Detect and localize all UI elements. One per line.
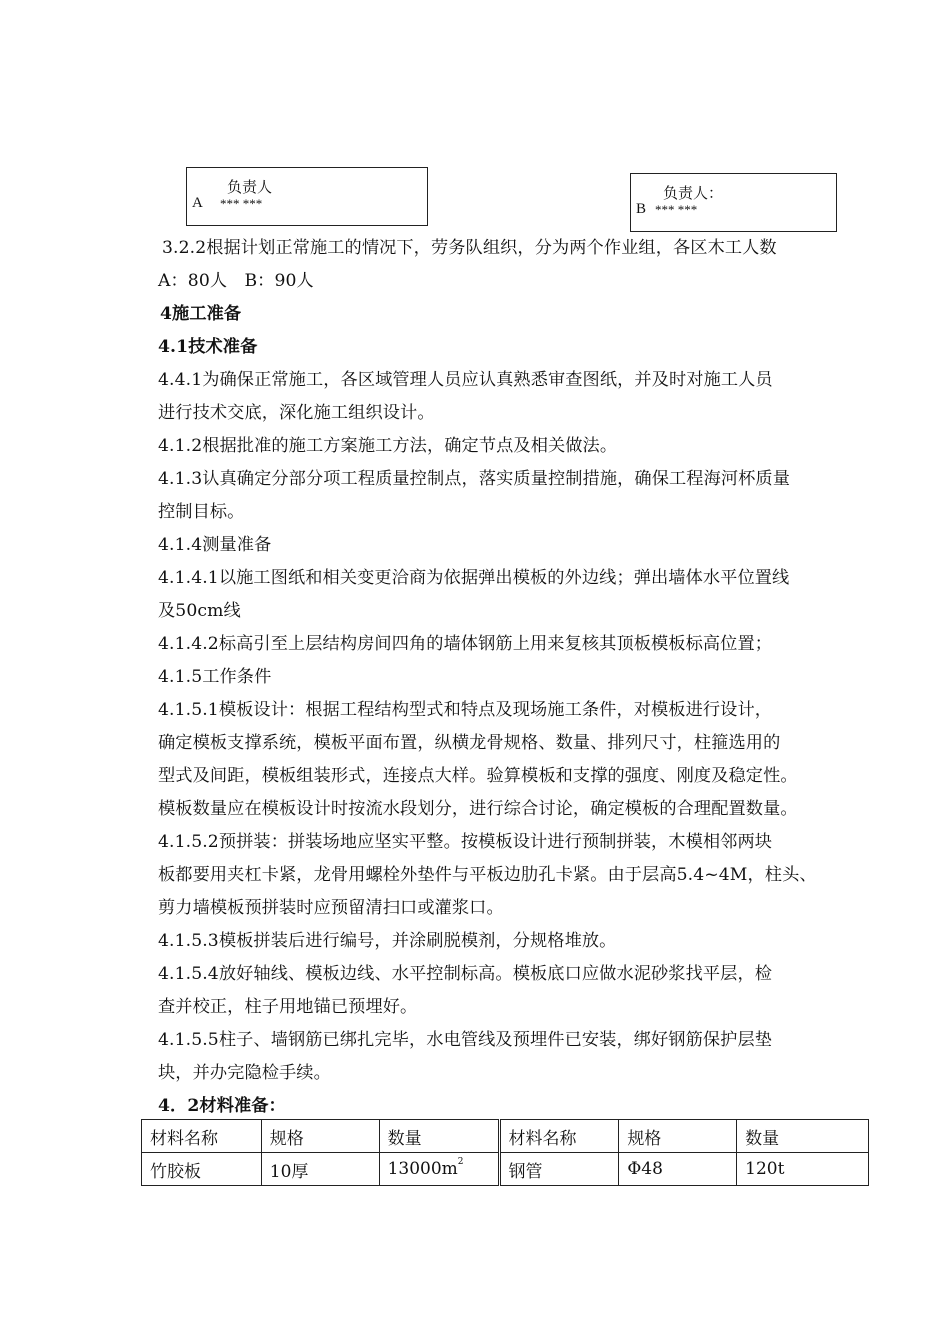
material-name-cell: 竹胶板 xyxy=(142,1153,262,1186)
text-line: 4.1.5.3模板拼装后进行编号，并涂刷脱模剂，分规格堆放。 xyxy=(158,931,617,951)
section-heading: 4．2材料准备： xyxy=(158,1096,286,1116)
table-row xyxy=(142,1153,869,1186)
text-line: 4.1.4测量准备 xyxy=(158,535,272,555)
text-line: 剪力墙模板预拼装时应预留清扫口或灌浆口。 xyxy=(158,898,504,918)
text-line: 控制目标。 xyxy=(158,502,245,522)
text-line: 4.1.3认真确定分部分项工程质量控制点，落实质量控制措施，确保工程海河杯质量 xyxy=(158,469,791,489)
text-line: 块，并办完隐检手续。 xyxy=(158,1063,331,1083)
text-line: 4.1.5.1模板设计：根据工程结构型式和特点及现场施工条件，对模板进行设计， xyxy=(158,700,773,720)
box-a-letter: A xyxy=(192,195,203,211)
box-a-title: 负责人 xyxy=(227,180,273,196)
text-line: 4.4.1为确保正常施工，各区域管理人员应认真熟悉审查图纸，并及时对施工人员 xyxy=(158,370,773,390)
responsible-box-b xyxy=(630,173,837,232)
responsible-box-a xyxy=(186,167,428,226)
material-qty-cell xyxy=(379,1153,499,1186)
header-cell: 数量 xyxy=(737,1120,869,1153)
text-line: 确定模板支撑系统，模板平面布置，纵横龙骨规格、数量、排列尺寸，柱箍选用的 xyxy=(158,733,781,753)
text-line: 及50cm线 xyxy=(158,601,241,621)
table-header-row xyxy=(142,1120,869,1153)
section-heading: 4施工准备 xyxy=(160,304,242,324)
text-line: 3.2.2根据计划正常施工的情况下，劳务队组织，分为两个作业组，各区木工人数 xyxy=(162,238,777,258)
header-cell: 数量 xyxy=(379,1120,499,1153)
qty-value: 13000m xyxy=(387,1159,458,1179)
material-qty-cell: 120t xyxy=(737,1153,869,1186)
text-line: 4.1.5工作条件 xyxy=(158,667,272,687)
header-cell: 规格 xyxy=(261,1120,379,1153)
text-line: 查并校正，柱子用地锚已预埋好。 xyxy=(158,997,418,1017)
text-line: 4.1.5.5柱子、墙钢筋已绑扎完毕，水电管线及预埋件已安装，绑好钢筋保护层垫 xyxy=(158,1030,773,1050)
box-b-title: 负责人： xyxy=(663,186,724,202)
box-b-letter: B xyxy=(636,201,647,217)
text-line: 型式及间距，模板组装形式，连接点大样。验算模板和支撑的强度、刚度及稳定性。 xyxy=(158,766,798,786)
text-line: 进行技术交底，深化施工组织设计。 xyxy=(158,403,435,423)
text-line: 4.1.4.2标高引至上层结构房间四角的墙体钢筋上用来复核其顶板模板标高位置； xyxy=(158,634,773,654)
text-line: 板都要用夹杠卡紧，龙骨用螺栓外垫件与平板边肋孔卡紧。由于层高5.4~4M，柱头、 xyxy=(158,865,817,885)
text-line: 4.1.5.2预拼装：拼装场地应坚实平整。按模板设计进行预制拼装，木模相邻两块 xyxy=(158,832,773,852)
text-line: 模板数量应在模板设计时按流水段划分，进行综合讨论，确定模板的合理配置数量。 xyxy=(158,799,798,819)
qty-superscript: 2 xyxy=(457,1157,464,1167)
material-name-cell: 钢管 xyxy=(499,1153,619,1186)
text-line: A：80人 B：90人 xyxy=(158,271,314,291)
box-a-names: *** *** xyxy=(220,196,263,211)
materials-table xyxy=(141,1119,869,1186)
text-line: 4.1.4.1以施工图纸和相关变更洽商为依据弹出模板的外边线；弹出墙体水平位置线 xyxy=(158,568,790,588)
box-b-names: *** *** xyxy=(655,202,698,217)
header-cell: 材料名称 xyxy=(142,1120,262,1153)
text-line: 4.1.5.4放好轴线、模板边线、水平控制标高。模板底口应做水泥砂浆找平层，检 xyxy=(158,964,773,984)
section-heading: 4.1技术准备 xyxy=(158,337,258,357)
text-line: 4.1.2根据批准的施工方案施工方法，确定节点及相关做法。 xyxy=(158,436,618,456)
material-spec-cell: 10厚 xyxy=(261,1153,379,1186)
material-spec-cell: Φ48 xyxy=(619,1153,737,1186)
header-cell: 材料名称 xyxy=(499,1120,619,1153)
header-cell: 规格 xyxy=(619,1120,737,1153)
